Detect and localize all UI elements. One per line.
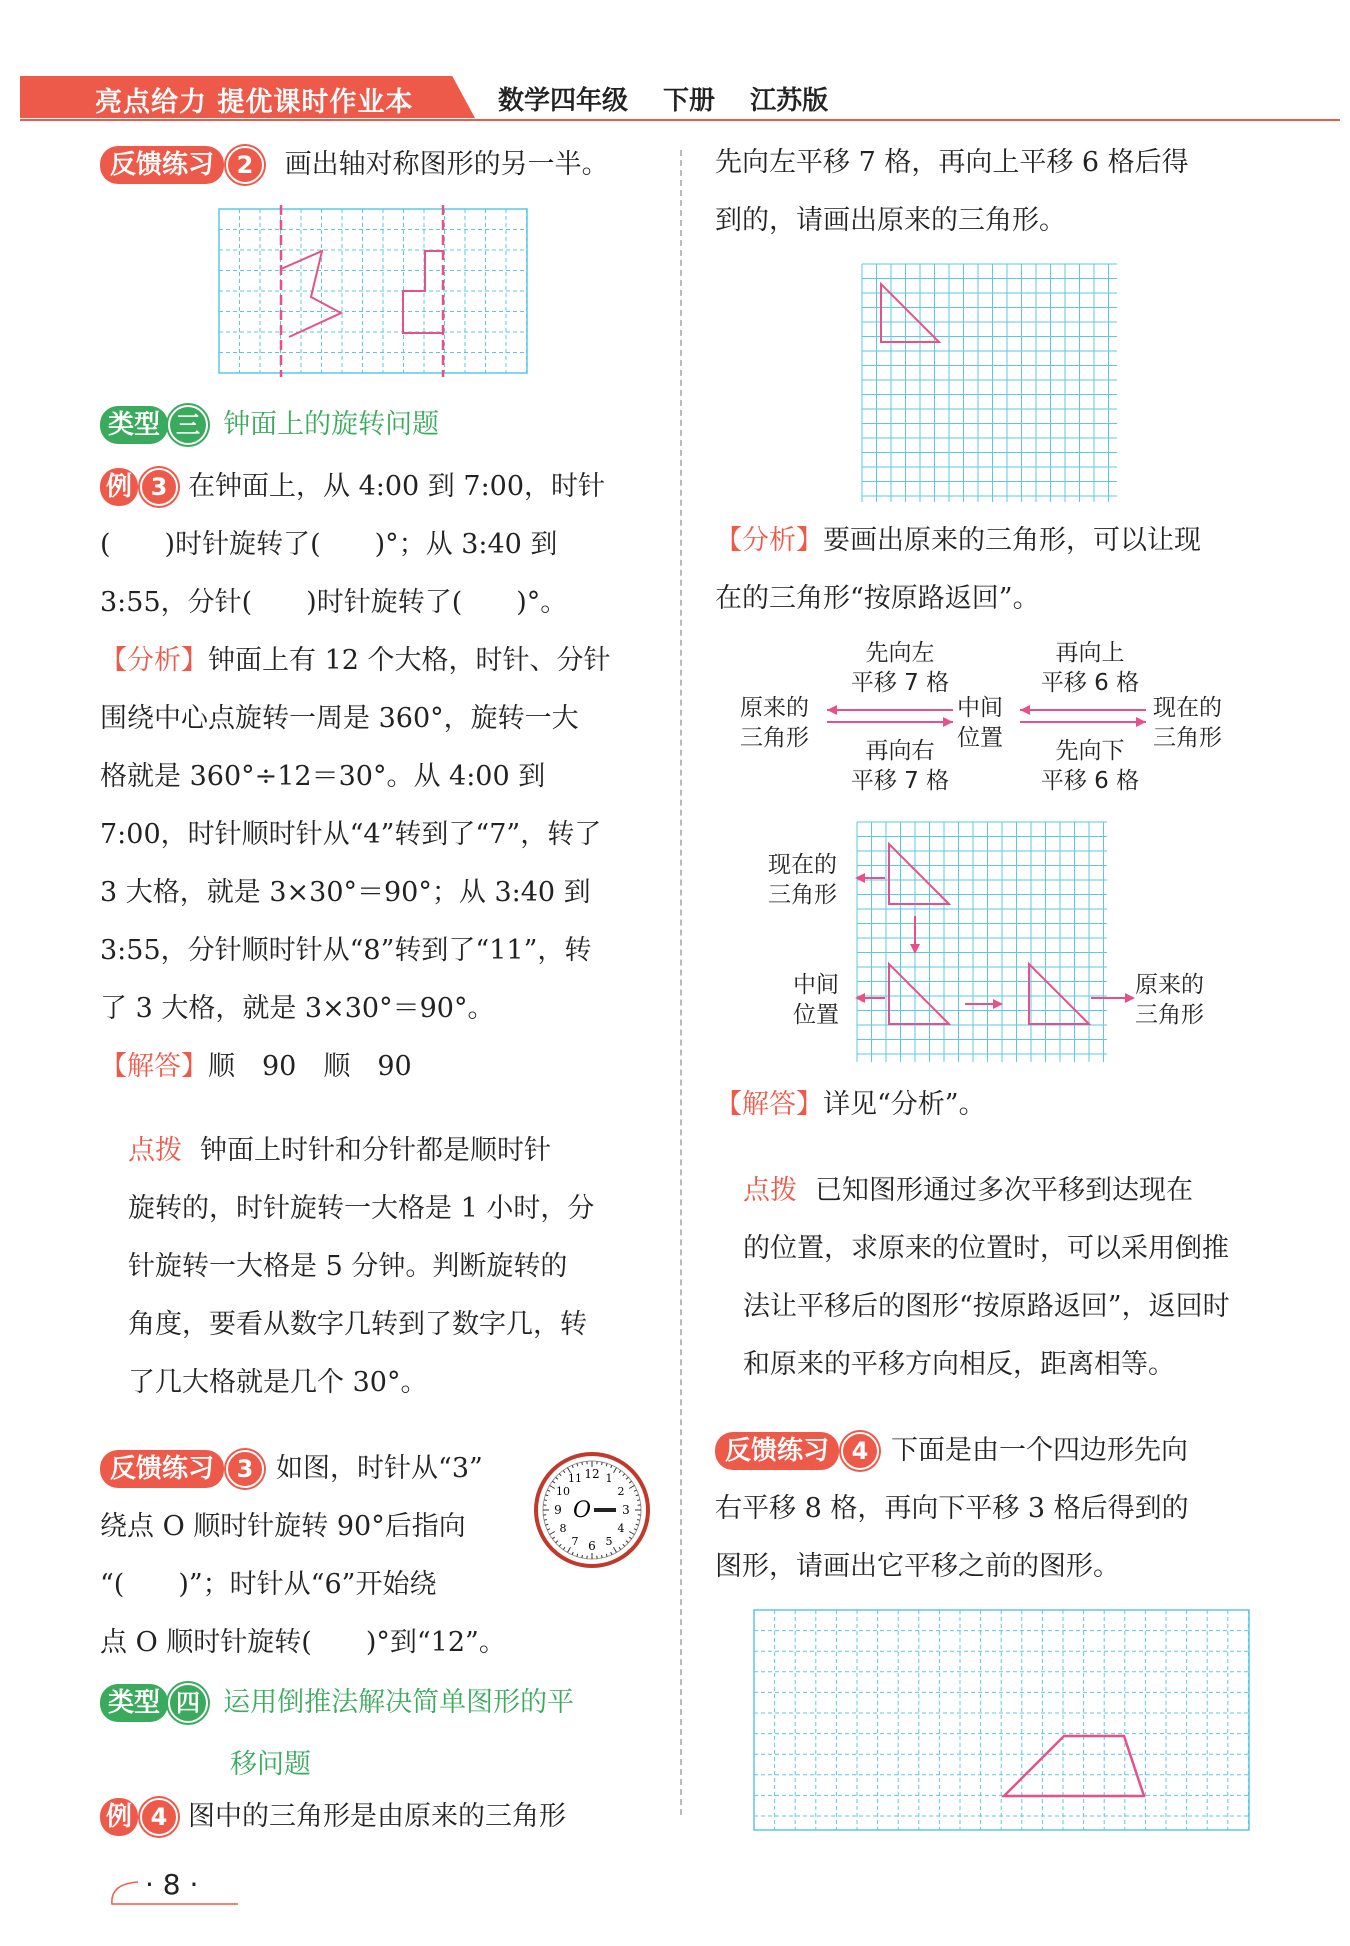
tip-3 <box>128 1122 658 1412</box>
clock-7: 7 <box>571 1535 579 1548</box>
clock-center-label: O <box>572 1498 592 1523</box>
symmetry-grid <box>215 205 535 377</box>
analysis-4-line-1: 要画出原来的三角形，可以让现 <box>823 525 1201 556</box>
analysis-4-line-2: 在的三角形“按原路返回”。 <box>715 583 1040 614</box>
half-shape-1 <box>281 251 341 337</box>
tip-tag: 点拨 <box>743 1175 797 1206</box>
tip-line-3: 针旋转一大格是 5 分钟。判断旋转的 <box>128 1251 568 1282</box>
feedback-3 <box>100 1440 550 1672</box>
feedback-2 <box>100 136 609 194</box>
type-number: 四 <box>168 1683 208 1723</box>
analysis-4 <box>715 512 1295 628</box>
feedback-4 <box>715 1422 1305 1596</box>
feedback-3-line-4: 点 O 顺时针旋转( )°到“12”。 <box>100 1627 506 1658</box>
half-shape-2 <box>403 251 443 333</box>
tip-line-5: 了几大格就是几个 30°。 <box>128 1367 428 1398</box>
type-4-title-1: 运用倒推法解决简单图形的平 <box>223 1687 575 1718</box>
analysis-tag: 【分析】 <box>100 645 208 676</box>
book-info: 数学四年级 下册 江苏版 <box>498 86 829 116</box>
fig-label-original: 原来的 三角形 <box>1135 972 1204 1028</box>
tip-line-1: 钟面上时针和分针都是顺时针 <box>200 1135 551 1166</box>
feedback-3-line-1: 如图，时针从“3” <box>276 1453 483 1484</box>
flow-step-left-7: 先向左 平移 7 格 <box>850 640 950 696</box>
clock-1: 1 <box>605 1472 613 1485</box>
analysis-line-5: 3 大格，就是 3×30°＝90°；从 3:40 到 <box>100 877 591 908</box>
clock-12: 12 <box>584 1467 600 1481</box>
analysis-line-4: 7:00，时针顺时针从“4”转到了“7”，转了 <box>100 819 602 850</box>
clock-2: 2 <box>617 1485 625 1498</box>
flow-step-right-7: 再向右 平移 7 格 <box>850 738 950 794</box>
translated-trapezoid <box>1004 1736 1144 1796</box>
example-3 <box>100 458 660 632</box>
feedback-number: 4 <box>841 1432 879 1470</box>
analysis-line-6: 3:55，分针顺时针从“8”转到了“11”，转 <box>100 935 592 966</box>
flow-current: 现在的 三角形 <box>1153 695 1222 751</box>
clock-4: 4 <box>617 1522 625 1535</box>
answer-tag: 【解答】 <box>715 1089 823 1120</box>
feedback-3-line-3: “( )”；时针从“6”开始绕 <box>100 1569 437 1600</box>
flow-step-up-6: 再向上 平移 6 格 <box>1040 640 1140 696</box>
analysis-tag: 【分析】 <box>715 525 823 556</box>
tip-line-4: 角度，要看从数字几转到了数字几，转 <box>128 1309 587 1340</box>
example-label: 例 <box>100 468 138 506</box>
feedback-number: 2 <box>226 146 264 184</box>
type-4-heading <box>100 1680 574 1723</box>
analysis-line-7: 了 3 大格，就是 3×30°＝90°。 <box>100 993 495 1024</box>
example-3-line-3: 3:55，分针( )时针旋转了( )°。 <box>100 587 568 618</box>
feedback-label: 反馈练习 <box>715 1432 839 1470</box>
label-arrows <box>855 820 1235 1070</box>
translation-flow-diagram <box>735 638 1295 798</box>
type-label: 类型 <box>100 1684 168 1722</box>
example-3-line-2: ( )时针旋转了( )°；从 3:40 到 <box>100 529 558 560</box>
clock-6: 6 <box>588 1539 596 1553</box>
feedback-2-text: 画出轴对称图形的另一半。 <box>284 149 609 180</box>
analysis-line-2: 围绕中心点旋转一周是 360°，旋转一大 <box>100 703 579 734</box>
feedback-4-line-1: 下面是由一个四边形先向 <box>891 1435 1189 1466</box>
answer-text: 顺 90 顺 90 <box>208 1051 412 1082</box>
tip-tag: 点拨 <box>128 1135 182 1166</box>
feedback-4-line-3: 图形，请画出它平移之前的图形。 <box>715 1551 1120 1582</box>
feedback-3-line-2: 绕点 O 顺时针旋转 90°后指向 <box>100 1511 466 1542</box>
analysis-line-1: 钟面上有 12 个大格，时针、分针 <box>208 645 611 676</box>
flow-arrows-1 <box>825 702 955 732</box>
example-4 <box>100 1788 670 1846</box>
feedback-number: 3 <box>226 1450 264 1488</box>
fig-label-middle: 中间 位置 <box>793 972 839 1028</box>
answer-tag: 【解答】 <box>100 1051 208 1082</box>
example-number: 3 <box>140 468 178 506</box>
example-4-text: 图中的三角形是由原来的三角形 <box>188 1801 567 1832</box>
tip-line-2: 旋转的，时针旋转一大格是 1 小时，分 <box>128 1193 595 1224</box>
type-label: 类型 <box>100 406 168 444</box>
tip-4-line-1: 已知图形通过多次平移到达现在 <box>815 1175 1193 1206</box>
header-rule <box>20 119 1340 121</box>
example-4-continued <box>715 134 1295 250</box>
flow-original: 原来的 三角形 <box>740 695 809 751</box>
analysis-line-3: 格就是 360°÷12＝30°。从 4:00 到 <box>100 761 546 792</box>
example-3-line-1: 在钟面上，从 4:00 到 7:00，时针 <box>188 471 606 502</box>
example-number: 4 <box>140 1798 178 1836</box>
clock-11: 11 <box>568 1472 582 1485</box>
tip-4 <box>743 1162 1303 1394</box>
original-triangle-grid <box>860 262 1120 504</box>
answer-4-text: 详见“分析”。 <box>823 1089 986 1120</box>
tip-4-line-3: 法让平移后的图形“按原路返回”，返回时 <box>743 1291 1230 1322</box>
type-number: 三 <box>168 405 208 445</box>
analysis-3 <box>100 632 660 1096</box>
page-number: · 8 · <box>145 1868 199 1901</box>
type-3-heading <box>100 402 439 445</box>
clock-3: 3 <box>622 1503 630 1517</box>
column-divider <box>680 150 682 1815</box>
example-label: 例 <box>100 1798 138 1836</box>
clock-9: 9 <box>554 1503 562 1517</box>
feedback-label: 反馈练习 <box>100 146 224 184</box>
clock-5: 5 <box>605 1535 613 1548</box>
type-3-title: 钟面上的旋转问题 <box>223 409 440 440</box>
clock-face <box>532 1450 652 1570</box>
example-4-line-3: 到的，请画出原来的三角形。 <box>715 205 1066 236</box>
feedback-label: 反馈练习 <box>100 1450 224 1488</box>
clock-8: 8 <box>559 1522 567 1535</box>
flow-step-down-6: 先向下 平移 6 格 <box>1040 738 1140 794</box>
feedback-4-line-2: 右平移 8 格，再向下平移 3 格后得到的 <box>715 1493 1189 1524</box>
example-4-line-2: 先向左平移 7 格，再向上平移 6 格后得 <box>715 147 1189 178</box>
quadrilateral-grid <box>752 1608 1252 1834</box>
tip-4-line-4: 和原来的平移方向相反，距离相等。 <box>743 1349 1175 1380</box>
fig-label-current: 现在的 三角形 <box>768 852 837 908</box>
type-4-title-2: 移问题 <box>230 1749 311 1780</box>
flow-middle: 中间 位置 <box>957 695 1003 751</box>
tip-4-line-2: 的位置，求原来的位置时，可以采用倒推 <box>743 1233 1229 1264</box>
series-title: 亮点给力 提优课时作业本 <box>95 87 414 118</box>
clock-10: 10 <box>556 1485 570 1498</box>
answer-4 <box>715 1076 986 1134</box>
flow-arrows-2 <box>1018 702 1148 732</box>
